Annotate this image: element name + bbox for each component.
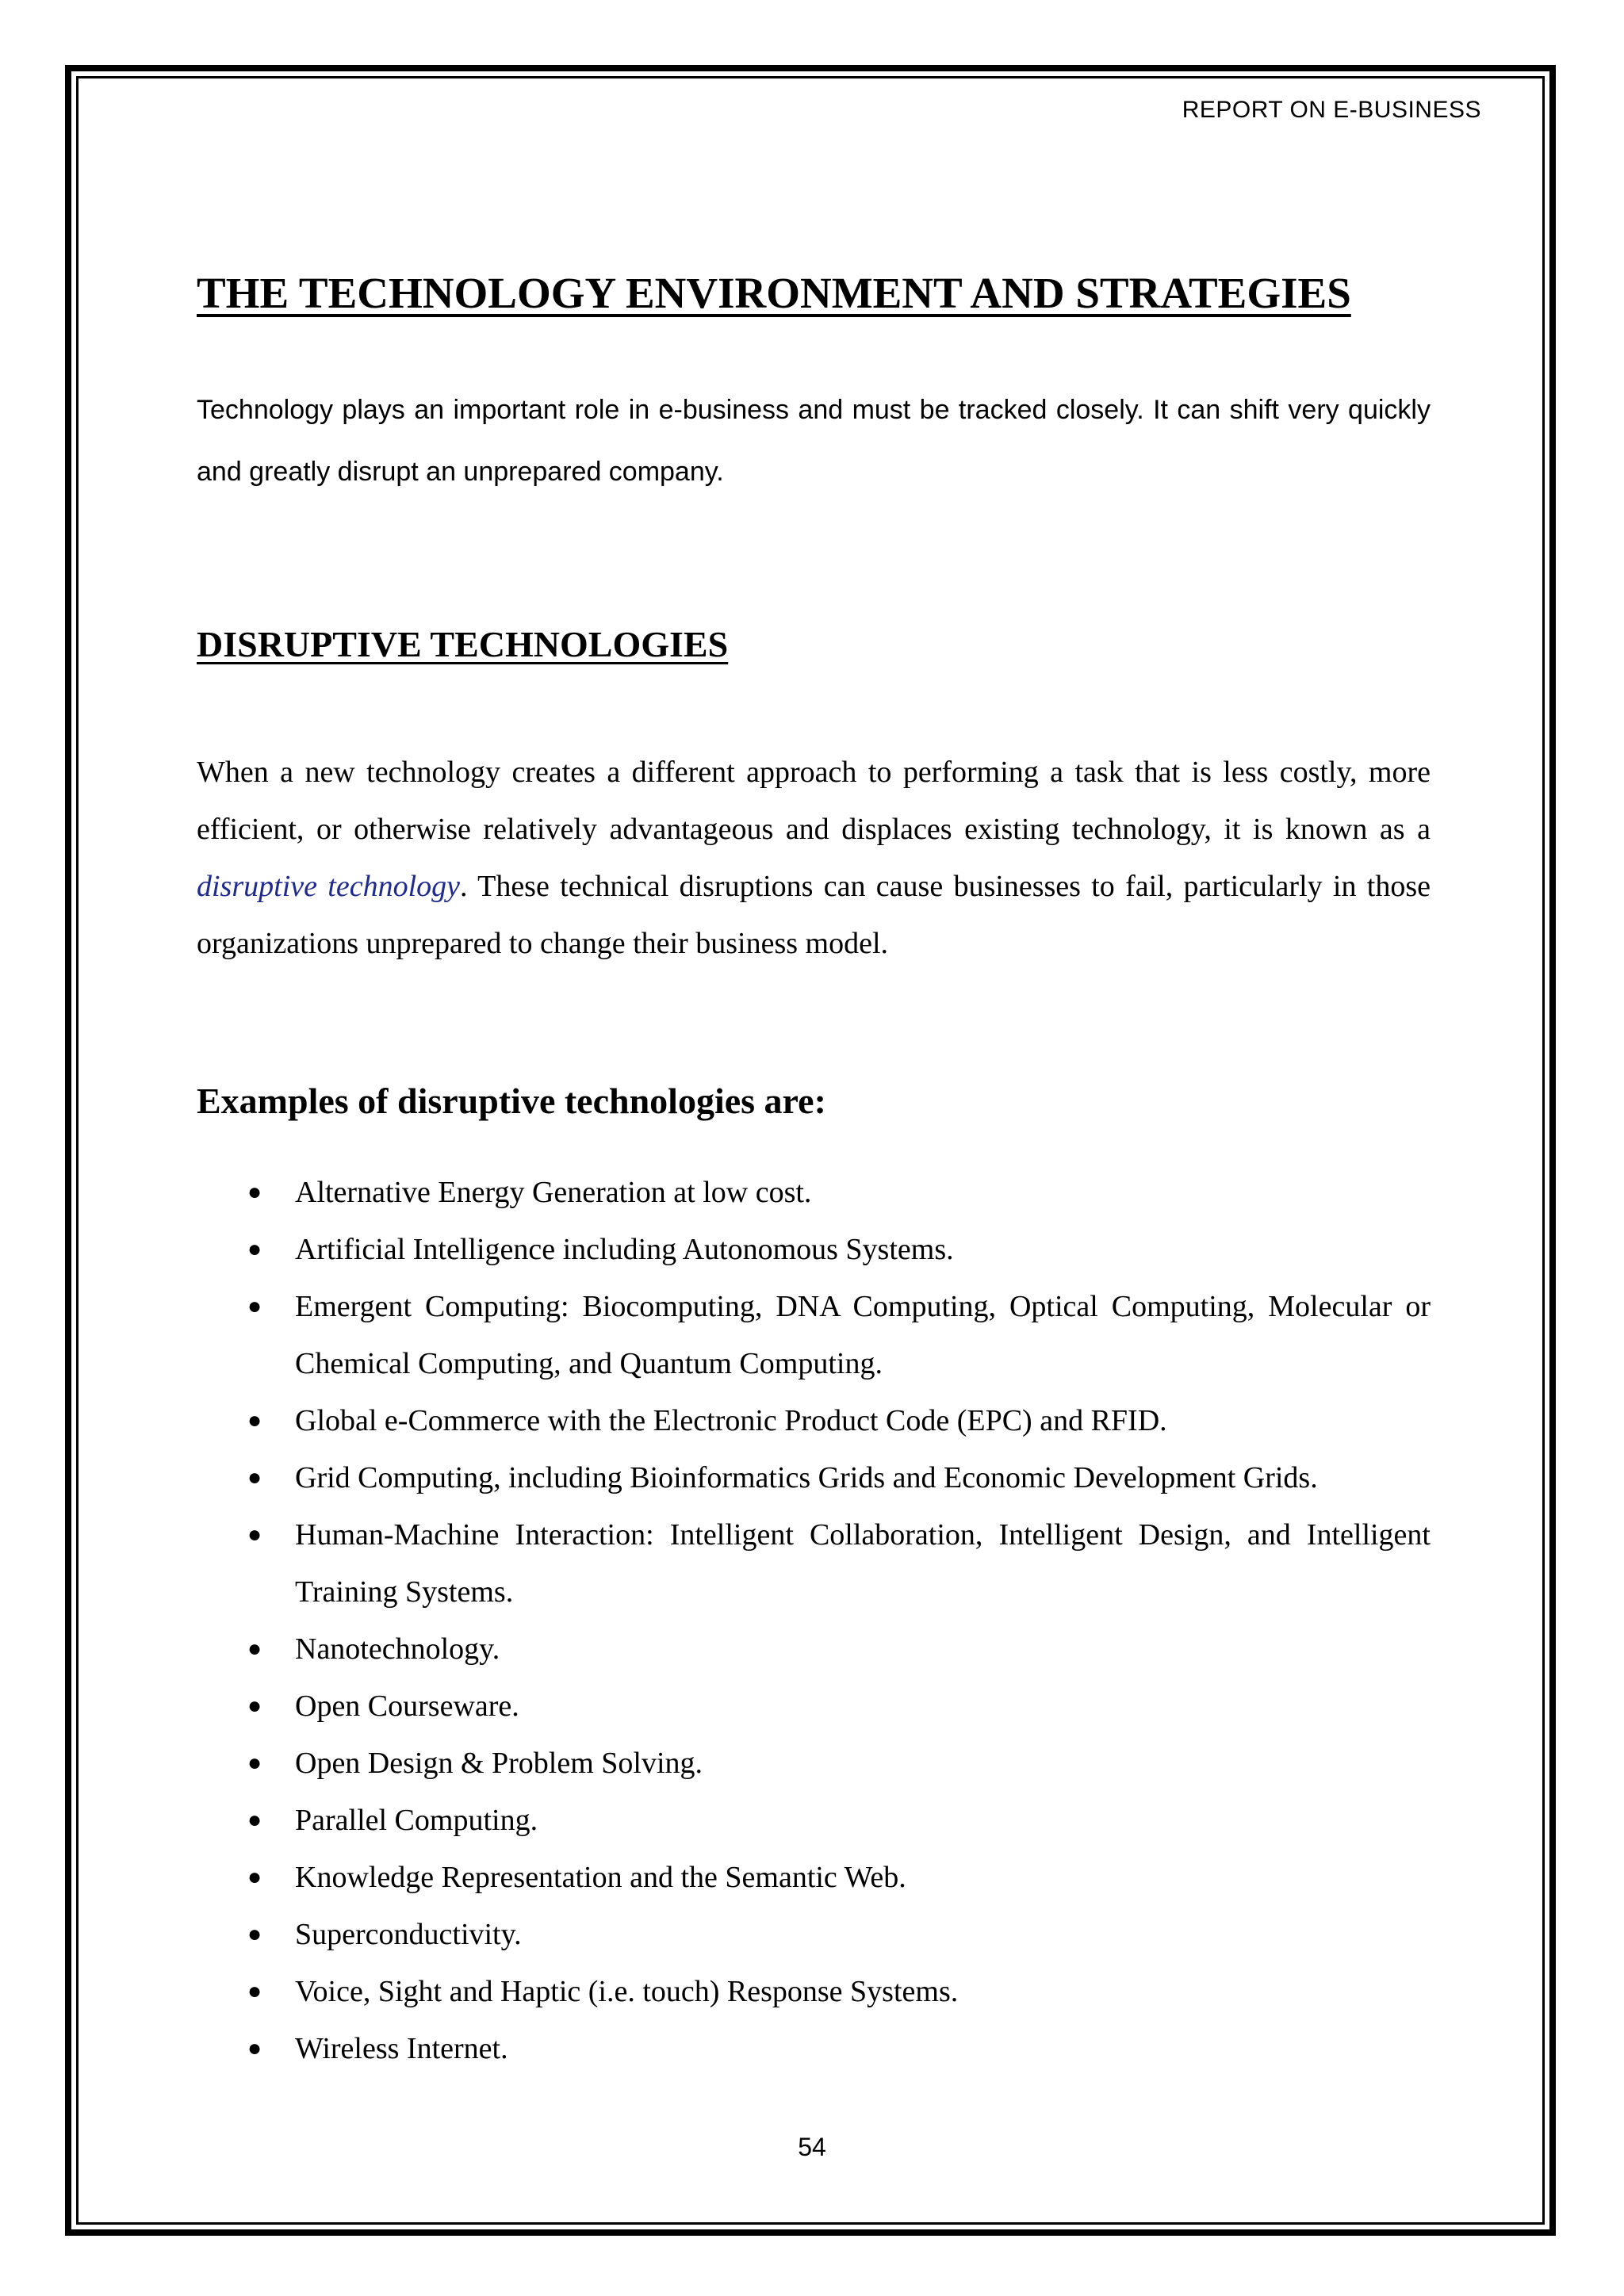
bullet-dot-icon: ●	[247, 1693, 262, 1719]
bullet-dot-icon: ●	[247, 1978, 262, 2004]
list-item	[197, 1792, 1431, 1849]
list-item-text: Open Courseware.	[295, 1689, 519, 1723]
list-item-text: Superconductivity.	[295, 1918, 522, 1951]
bullet-dot-icon: ●	[247, 1407, 262, 1433]
list-item-text: Human-Machine Interaction: Intelligent Collaboration, Intelligent Design, and Intelligent Training Systems.	[295, 1518, 1431, 1609]
bullet-dot-icon: ●	[247, 1864, 262, 1890]
definition-text-before: When a new technology creates a different approach to performing a task that is less costly, more efficient, or otherwise relatively advantageous and displaces existing technology, it is known as a	[197, 756, 1431, 846]
list-item	[197, 1678, 1431, 1735]
bullet-dot-icon: ●	[247, 1179, 262, 1205]
bullet-dot-icon: ●	[247, 1636, 262, 1662]
definition-term: disruptive technology	[197, 870, 460, 903]
list-item-text: Nanotechnology.	[295, 1632, 500, 1666]
list-item-text: Voice, Sight and Haptic (i.e. touch) Response Systems.	[295, 1975, 959, 2008]
definition-paragraph	[197, 744, 1431, 972]
list-item-text: Parallel Computing.	[295, 1804, 538, 1837]
intro-paragraph: Technology plays an important role in e-business and must be tracked closely. It can shift very quickly and greatly disrupt an unprepared company.	[197, 395, 1431, 487]
list-item-text: Knowledge Representation and the Semantic Web.	[295, 1861, 906, 1894]
list-item	[197, 1392, 1431, 1449]
definition-text-after: . These technical disruptions can cause businesses to fail, particularly in those organizations unprepared to change their business model.	[197, 870, 1431, 960]
section-title: DISRUPTIVE TECHNOLOGIES	[197, 624, 729, 664]
list-item-text: Grid Computing, including Bioinformatics Grids and Economic Development Grids.	[295, 1461, 1318, 1494]
bullet-dot-icon: ●	[247, 1750, 262, 1776]
bullet-dot-icon: ●	[247, 1521, 262, 1548]
page-number: 54	[798, 2133, 826, 2161]
examples-list	[197, 1164, 1431, 2077]
page-title: THE TECHNOLOGY ENVIRONMENT AND STRATEGIES	[197, 269, 1351, 317]
list-item	[197, 1621, 1431, 1678]
list-item	[197, 1221, 1431, 1278]
list-item	[197, 1906, 1431, 1963]
list-item-text: Open Design & Problem Solving.	[295, 1747, 703, 1780]
list-item	[197, 1963, 1431, 2020]
list-item	[197, 1278, 1431, 1392]
bullet-dot-icon: ●	[247, 2035, 262, 2061]
list-item	[197, 1735, 1431, 1792]
examples-heading: Examples of disruptive technologies are:	[197, 1081, 826, 1121]
bullet-dot-icon: ●	[247, 1464, 262, 1490]
bullet-dot-icon: ●	[247, 1807, 262, 1833]
list-item-text: Wireless Internet.	[295, 2032, 508, 2065]
list-item-text: Artificial Intelligence including Autonomous Systems.	[295, 1233, 954, 1266]
running-header: REPORT ON E-BUSINESS	[1182, 97, 1481, 123]
bullet-dot-icon: ●	[247, 1921, 262, 1947]
list-item	[197, 1449, 1431, 1506]
list-item	[197, 1164, 1431, 1221]
list-item-text: Alternative Energy Generation at low cost.	[295, 1176, 812, 1209]
bullet-dot-icon: ●	[247, 1293, 262, 1319]
list-item	[197, 1506, 1431, 1621]
list-item	[197, 1849, 1431, 1906]
bullet-dot-icon: ●	[247, 1236, 262, 1262]
list-item-text: Global e-Commerce with the Electronic Product Code (EPC) and RFID.	[295, 1404, 1167, 1437]
list-item	[197, 2020, 1431, 2077]
list-item-text: Emergent Computing: Biocomputing, DNA Computing, Optical Computing, Molecular or Chemical Computing, and Quantum Computing.	[295, 1290, 1431, 1380]
